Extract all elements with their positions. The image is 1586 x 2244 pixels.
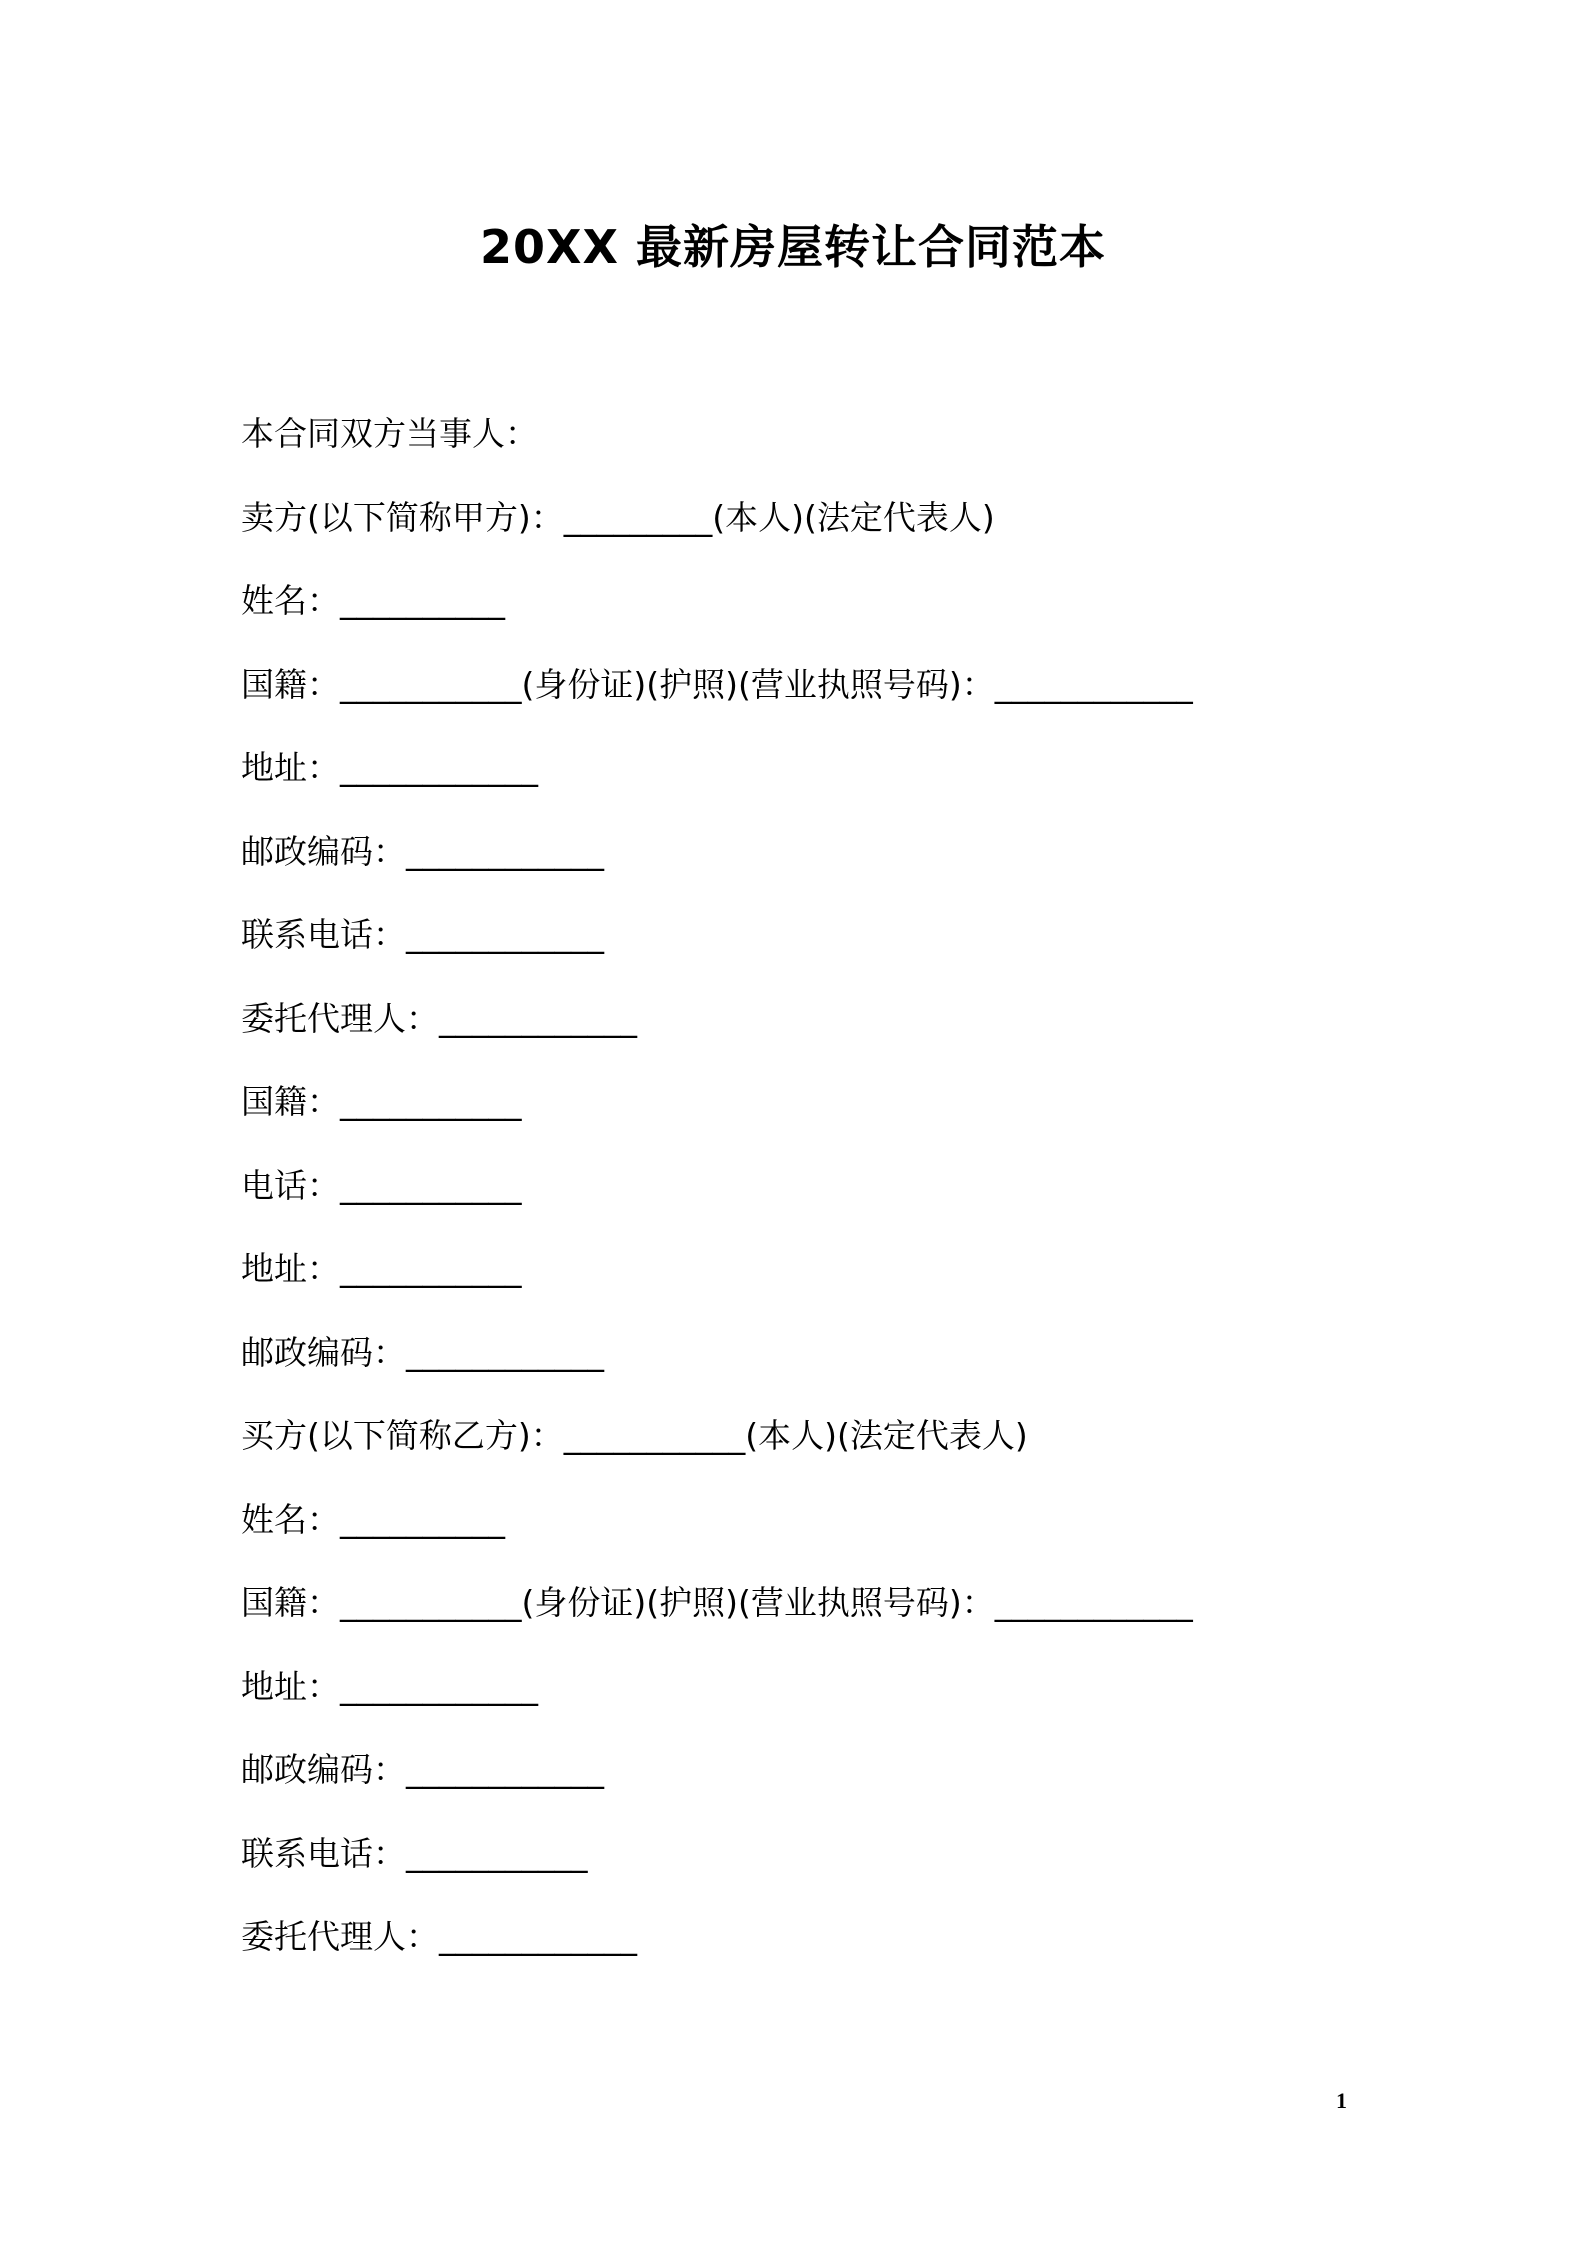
buyer-phone-line: 联系电话：___________ [241,1833,588,1873]
seller-nationality-line: 国籍：___________(身份证)(护照)(营业执照号码)：____________ [241,664,1193,704]
seller-line: 卖方(以下简称甲方)：_________(本人)(法定代表人) [241,497,995,537]
buyer-name-line: 姓名：__________ [241,1499,505,1539]
seller-agent-address-line: 地址：___________ [241,1249,522,1288]
seller-agent-postcode-line: 邮政编码：____________ [241,1332,604,1372]
contract-body [241,404,1441,1991]
seller-name-line: 姓名：__________ [241,581,505,620]
buyer-postcode-line: 邮政编码：____________ [241,1750,604,1789]
seller-address-line: 地址：____________ [241,748,538,787]
seller-agent-nationality-line: 国籍：___________ [241,1082,522,1121]
intro-line: 本合同双方当事人： [241,414,538,453]
seller-agent-phone-line: 电话：___________ [241,1165,522,1205]
buyer-nationality-line: 国籍：___________(身份证)(护照)(营业执照号码)：____________ [241,1583,1193,1622]
buyer-line: 买方(以下简称乙方)：___________(本人)(法定代表人) [241,1416,1028,1455]
buyer-agent-line: 委托代理人：____________ [241,1917,637,1956]
page-number: 1 [1336,2088,1347,2113]
document-title: 20XX 最新房屋转让合同范本 [480,220,1106,274]
buyer-address-line: 地址：____________ [241,1666,538,1706]
seller-postcode-line: 邮政编码：____________ [241,831,604,871]
seller-agent-line: 委托代理人：____________ [241,998,637,1038]
seller-phone-line: 联系电话：____________ [241,915,604,954]
